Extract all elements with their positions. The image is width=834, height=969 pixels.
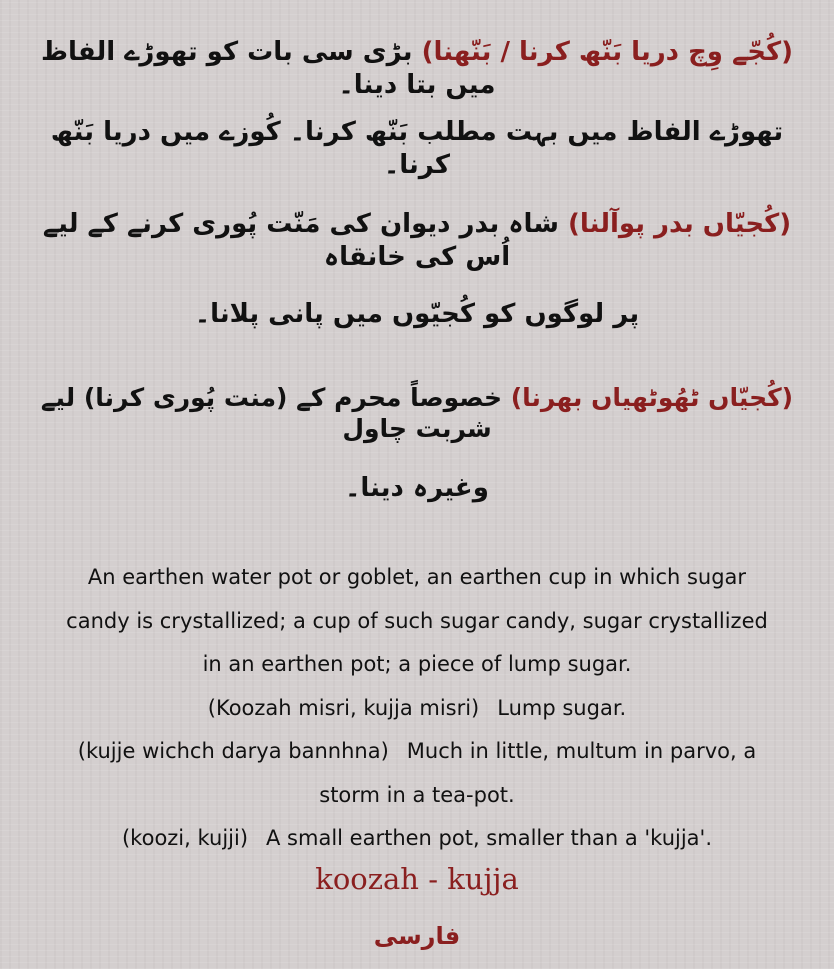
urdu-definition-3: خصوصاً محرم کے (منت پُوری کرنا) لیے شربت چاول xyxy=(40,383,503,444)
english-term-2: (Koozah misri, kujja misri) xyxy=(207,695,480,720)
urdu-definition-2: شاہ بدر دیوان کی مَنّت پُوری کرنے کے لیے اُس کی خانقاہ xyxy=(42,209,559,272)
english-def-1a: An earthen water pot or goblet, an earthen cup in which sugar xyxy=(87,565,747,589)
language-label: فارسی xyxy=(373,922,461,950)
english-term-3: (kujje wichch darya bannhna) xyxy=(77,739,389,763)
english-def-1b: candy is crystallized; a cup of such sugar candy, sugar crystallized xyxy=(66,608,768,633)
english-text-2: Lump sugar. xyxy=(497,695,627,720)
entry-heading: koozah - kujja xyxy=(315,862,519,896)
urdu-line-5 xyxy=(0,382,834,445)
english-def-3b: storm in a tea-pot. xyxy=(319,782,515,807)
english-def-3a xyxy=(0,730,834,774)
urdu-term-2: (کُجیّاں بدر پوآلنا) xyxy=(567,209,792,239)
urdu-line-3 xyxy=(0,208,834,273)
english-text-3a: Much in little, multum in parvo, a xyxy=(406,739,757,763)
english-definitions xyxy=(0,556,834,861)
english-def-4 xyxy=(0,817,834,861)
urdu-line-1 xyxy=(0,36,834,101)
english-term-4: (koozi, kujji) xyxy=(121,826,249,850)
urdu-line-6: وغیرہ دینا۔ xyxy=(345,473,489,503)
urdu-definition-1: بڑی سی بات کو تھوڑے الفاظ میں بتا دینا۔ xyxy=(40,37,496,100)
urdu-line-2: تھوڑے الفاظ میں بہت مطلب بَنّھ کرنا۔ کُوزے میں دریا بَنّھ کرنا۔ xyxy=(50,117,784,180)
urdu-term-3: (کُجیّاں ٹھُوٹھیاں بھرنا) xyxy=(510,383,794,412)
english-def-2 xyxy=(0,687,834,731)
english-text-4: A small earthen pot, smaller than a 'kujja'. xyxy=(266,826,712,850)
urdu-term-1: (کُجّے وِچ دریا بَنّھ کرنا / بَنّھنا) xyxy=(421,37,793,67)
english-def-1c: in an earthen pot; a piece of lump sugar. xyxy=(202,652,632,676)
urdu-line-4: پر لوگوں کو کُجیّوں میں پانی پلانا۔ xyxy=(194,299,640,329)
